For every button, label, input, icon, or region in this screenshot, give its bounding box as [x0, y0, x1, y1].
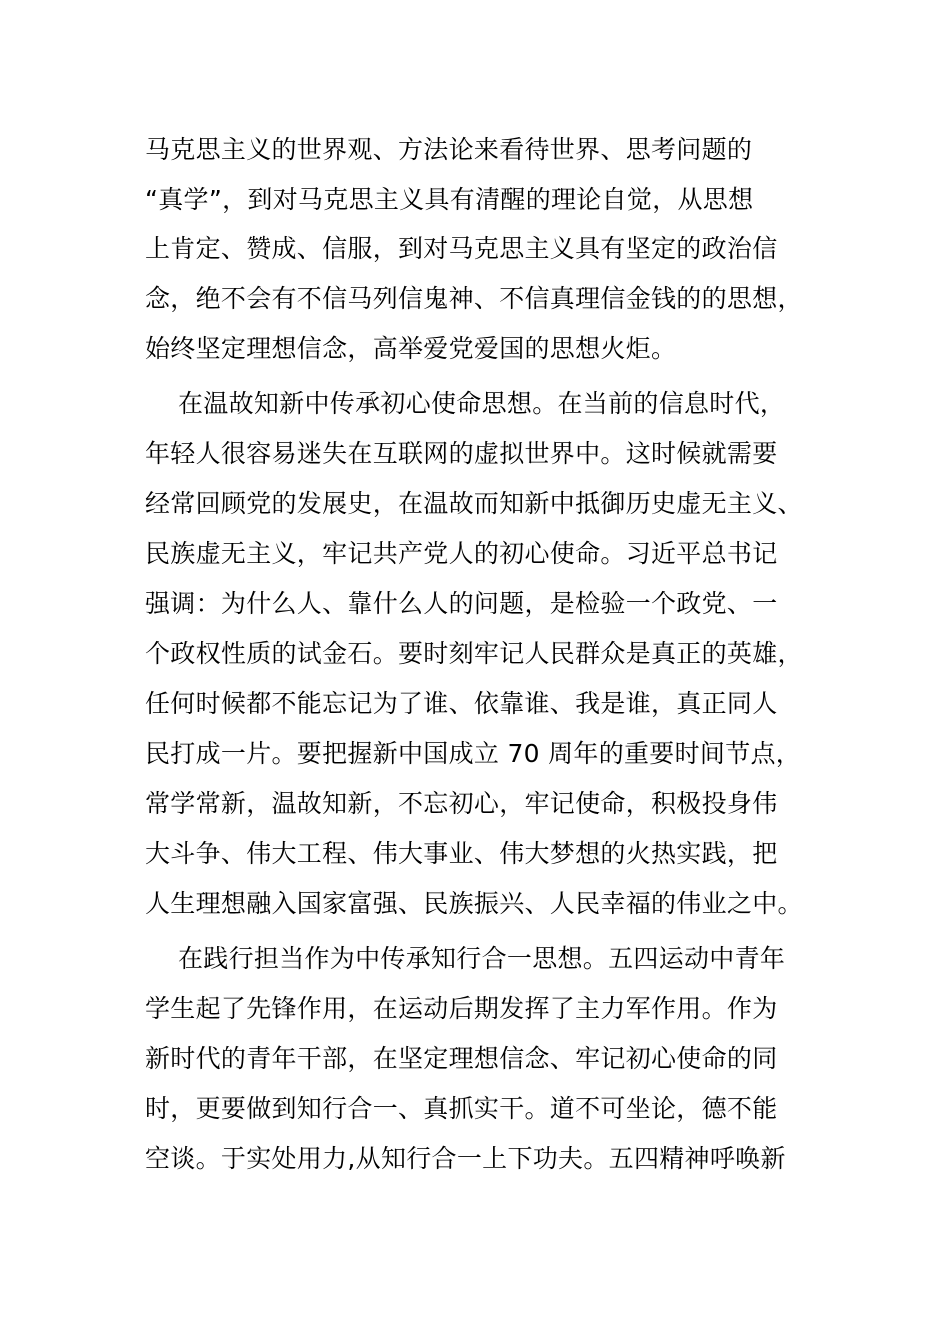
text-line: 民族虚无主义，牢记共产党人的初心使命。习近平总书记: [145, 539, 778, 568]
text-line: 民打成一片。要把握新中国成立 70 周年的重要时间节点，: [145, 739, 802, 768]
text-line: 新时代的青年干部，在坚定理想信念、牢记初心使命的同: [145, 1044, 778, 1073]
text-line: 常学常新，温故知新，不忘初心，牢记使命，积极投身伟: [145, 789, 778, 818]
text-line: 强调：为什么人、靠什么人的问题，是检验一个政党、一: [145, 589, 778, 618]
paragraph-first-line: 在温故知新中传承初心使命思想。在当前的信息时代，: [178, 389, 786, 418]
text-line: 人生理想融入国家富强、民族振兴、人民幸福的伟业之中。: [145, 889, 803, 918]
text-line: 任何时候都不能忘记为了谁、依靠谁、我是谁，真正同人: [145, 689, 778, 718]
paragraph-first-line: 在践行担当作为中传承知行合一思想。五四运动中青年: [178, 944, 786, 973]
text-line: 空谈。于实处用力,从知行合一上下功夫。五四精神呼唤新: [145, 1144, 786, 1173]
text-line: 经常回顾党的发展史，在温故而知新中抵御历史虚无主义、: [145, 489, 803, 518]
text-line: “真学”，到对马克思主义具有清醒的理论自觉，从思想: [145, 185, 754, 214]
text-line: 大斗争、伟大工程、伟大事业、伟大梦想的火热实践，把: [145, 839, 778, 868]
text-line: 年轻人很容易迷失在互联网的虚拟世界中。这时候就需要: [145, 439, 778, 468]
text-line: 上肯定、赞成、信服，到对马克思主义具有坚定的政治信: [145, 234, 778, 263]
text-line: 始终坚定理想信念，高举爱党爱国的思想火炬。: [145, 334, 677, 363]
text-line: 个政权性质的试金石。要时刻牢记人民群众是真正的英雄，: [145, 639, 803, 668]
text-line: 念，绝不会有不信马列信鬼神、不信真理信金钱的的思想，: [145, 284, 803, 313]
text-line: 马克思主义的世界观、方法论来看待世界、思考问题的: [145, 135, 753, 164]
text-line: 学生起了先锋作用，在运动后期发挥了主力军作用。作为: [145, 994, 778, 1023]
text-line: 时，更要做到知行合一、真抓实干。道不可坐论，德不能: [145, 1094, 778, 1123]
